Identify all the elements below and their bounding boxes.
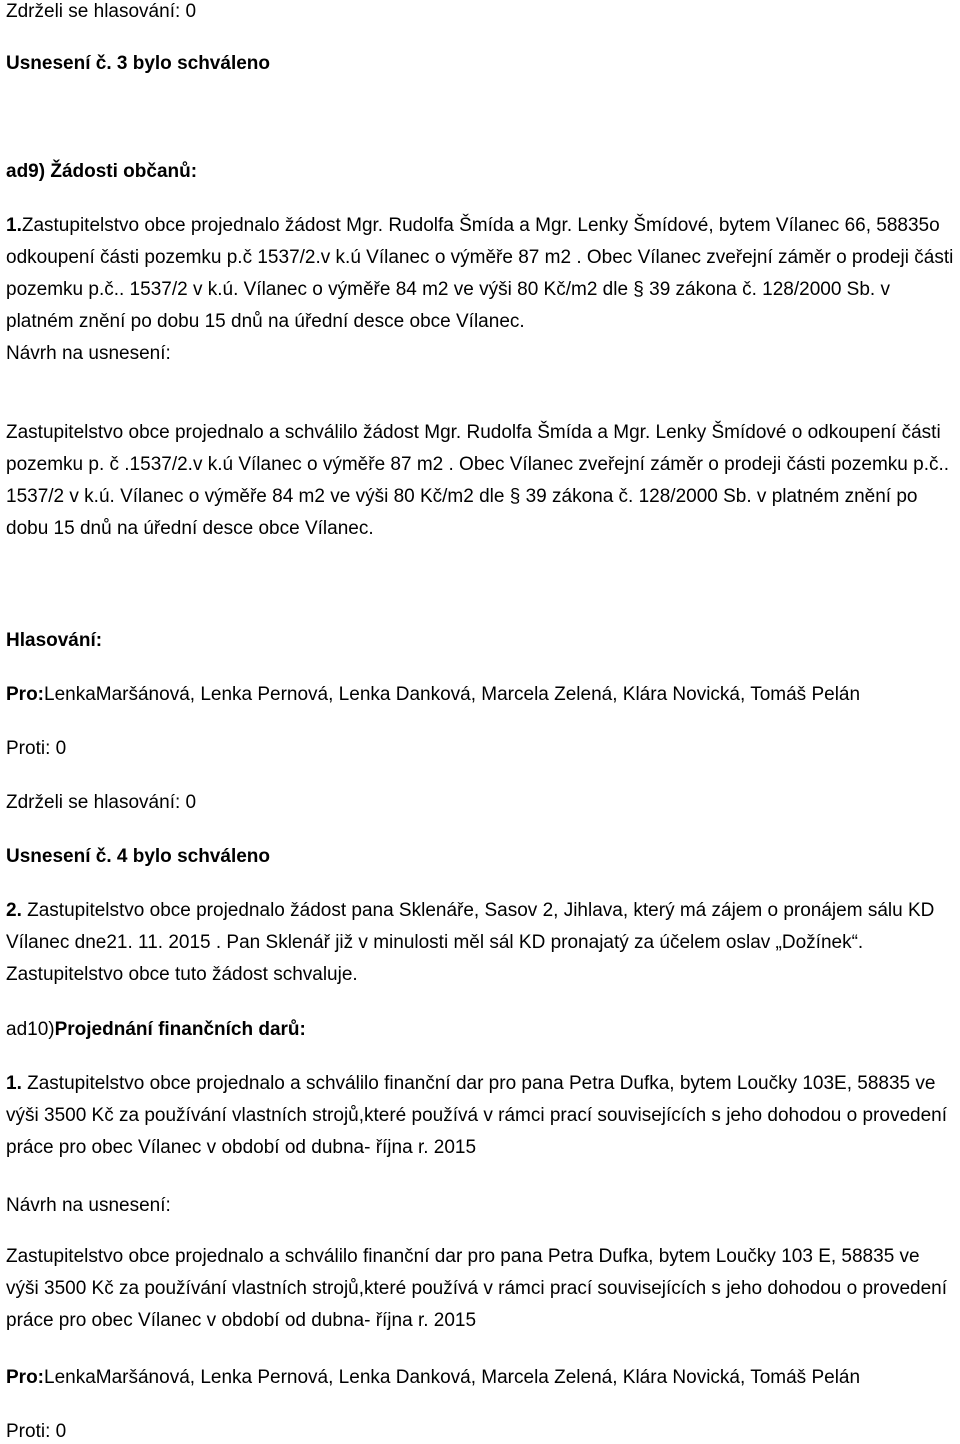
ad10-prefix: ad10) — [6, 1019, 55, 1040]
ad10-item-1 — [6, 1068, 956, 1164]
item-text: Zastupitelstvo obce projednalo žádost pana Sklenáře, Sasov 2, Jihlava, který má zájem o pronájem sálu KD Vílanec dne21. 11. 2015 . Pan Sklenář již v minulosti měl sál KD pronajatý za účelem oslav „Dožínek“. Zastupitelstvo obce tuto žádost schvaluje. — [6, 900, 935, 985]
abstain-count-1: Zdrželi se hlasování: 0 — [6, 1, 197, 22]
ad10-title: Projednání finančních darů: — [54, 1019, 306, 1040]
item-text: Zastupitelstvo obce projednalo žádost Mgr. Rudolfa Šmída a Mgr. Lenky Šmídové, bytem Vílanec 66, 58835o odkoupení části pozemku p.č 1537/2.v k.ú Vílanec o výměře 87 m2 . Obec Vílanec zveřejní záměr o prodeji části pozemku p.č.. 1537/2 v k.ú. Vílanec o výměře 84 m2 ve výši 80 Kč/m2 dle § 39 zákona č. 128/2000 Sb. v platném znění po dobu 15 dnů na úřední desce obce Vílanec. — [6, 215, 954, 332]
pro-votes-2 — [6, 1366, 860, 1390]
resolution-4-approved: Usnesení č. 4 bylo schváleno — [6, 846, 270, 867]
ad9-item-1 — [6, 210, 956, 338]
proposal-label-2: Návrh na usnesení: — [6, 1195, 171, 1216]
against-count-2: Proti: 0 — [6, 1421, 67, 1442]
against-count-1: Proti: 0 — [6, 738, 67, 759]
ad9-item-2 — [6, 895, 956, 991]
item-text: Zastupitelstvo obce projednalo a schválilo finanční dar pro pana Petra Dufka, bytem Loučky 103E, 58835 ve výši 3500 Kč za používání vlastních strojů,které používá v rámci prací souvisejících s jeho dohodou o provedení práce pro obec Vílanec v období od dubna- října r. 2015 — [6, 1073, 948, 1158]
pro-label: Pro: — [6, 684, 44, 705]
item-number: 2. — [6, 900, 22, 921]
pro-names: LenkaMaršánová, Lenka Pernová, Lenka Danková, Marcela Zelená, Klára Novická, Tomáš Pelán — [44, 684, 861, 705]
proposal-text-2: Zastupitelstvo obce projednalo a schválilo finanční dar pro pana Petra Dufka, bytem Loučky 103 E, 58835 ve výši 3500 Kč za používání vlastních strojů,které používá v rámci prací souvisejících s jeho dohodou o provedení práce pro obec Vílanec v období od dubna- října r. 2015 — [6, 1246, 948, 1331]
ad9-heading: ad9) Žádosti občanů: — [6, 161, 198, 182]
item-number: 1. — [6, 215, 22, 236]
pro-votes-1 — [6, 683, 860, 707]
abstain-count-2: Zdrželi se hlasování: 0 — [6, 792, 197, 813]
ad10-heading — [6, 1018, 306, 1042]
voting-label: Hlasování: — [6, 630, 103, 651]
item-number: 1. — [6, 1073, 22, 1094]
proposal-label-1: Návrh na usnesení: — [6, 343, 171, 364]
proposal-text-1: Zastupitelstvo obce projednalo a schválilo žádost Mgr. Rudolfa Šmída a Mgr. Lenky Šmídové o odkoupení části pozemku p. č .1537/2.v k.ú Vílanec o výměře 87 m2 . Obec Vílanec zveřejní záměr o prodeji části pozemku p.č.. 1537/2 v k.ú. Vílanec o výměře 84 m2 ve výši 80 Kč/m2 dle § 39 zákona č. 128/2000 Sb. v platném znění po dobu 15 dnů na úřední desce obce Vílanec. — [6, 422, 950, 539]
pro-label: Pro: — [6, 1367, 44, 1388]
resolution-3-approved: Usnesení č. 3 bylo schváleno — [6, 53, 270, 74]
pro-names: LenkaMaršánová, Lenka Pernová, Lenka Danková, Marcela Zelená, Klára Novická, Tomáš Pelán — [44, 1367, 861, 1388]
